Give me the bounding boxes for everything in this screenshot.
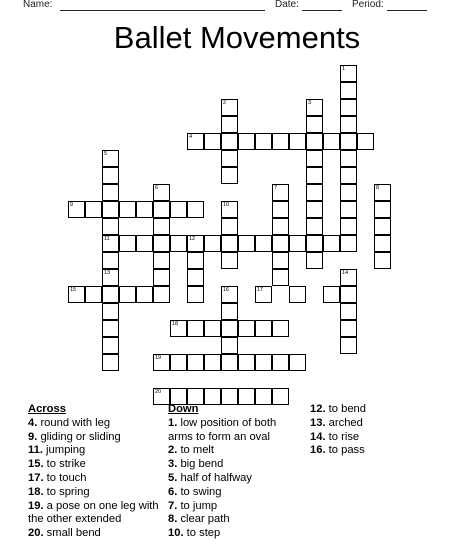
- crossword-cell[interactable]: [170, 201, 187, 218]
- crossword-cell[interactable]: [85, 201, 102, 218]
- crossword-cell[interactable]: [323, 133, 340, 150]
- crossword-cell[interactable]: [221, 354, 238, 371]
- crossword-cell[interactable]: [306, 201, 323, 218]
- crossword-cell[interactable]: [255, 235, 272, 252]
- crossword-cell[interactable]: [187, 320, 204, 337]
- crossword-cell[interactable]: [85, 286, 102, 303]
- down-heading: Down: [168, 403, 199, 415]
- clue-number: 11: [104, 236, 110, 242]
- crossword-cell[interactable]: [340, 286, 357, 303]
- crossword-cell[interactable]: [153, 235, 170, 252]
- crossword-cell[interactable]: [187, 201, 204, 218]
- across-clue: 9. gliding or sliding: [28, 430, 121, 443]
- crossword-cell[interactable]: [255, 320, 272, 337]
- crossword-cell[interactable]: [153, 269, 170, 286]
- across-clue: 19. a pose on one leg with the other extended: [28, 499, 159, 526]
- crossword-cell[interactable]: [102, 235, 119, 252]
- crossword-cell[interactable]: [306, 235, 323, 252]
- clue-number: 19: [155, 355, 162, 361]
- crossword-cell[interactable]: [306, 218, 323, 235]
- crossword-cell[interactable]: [272, 133, 289, 150]
- crossword-cell[interactable]: [68, 201, 85, 218]
- crossword-cell[interactable]: [374, 201, 391, 218]
- clue-number: 17: [257, 287, 264, 293]
- crossword-cell[interactable]: [102, 150, 119, 167]
- crossword-cell[interactable]: [68, 286, 85, 303]
- crossword-cell[interactable]: [272, 252, 289, 269]
- crossword-cell[interactable]: [153, 354, 170, 371]
- across-clue: 20. small bend: [28, 527, 101, 540]
- crossword-cell[interactable]: [238, 320, 255, 337]
- crossword-cell[interactable]: [340, 320, 357, 337]
- crossword-cell[interactable]: [204, 320, 221, 337]
- crossword-cell[interactable]: [306, 99, 323, 116]
- crossword-cell[interactable]: [238, 235, 255, 252]
- crossword-cell[interactable]: [306, 184, 323, 201]
- down-clues: [168, 403, 298, 541]
- clue-number: 9: [70, 202, 74, 208]
- crossword-cell[interactable]: [136, 235, 153, 252]
- crossword-cell[interactable]: [153, 286, 170, 303]
- crossword-cell[interactable]: [187, 269, 204, 286]
- across-heading: Across: [28, 403, 66, 415]
- clue-number: 20: [155, 389, 162, 395]
- clue-number: 2: [223, 100, 227, 106]
- crossword-cell[interactable]: [102, 320, 119, 337]
- crossword-cell[interactable]: [255, 286, 272, 303]
- crossword-cell[interactable]: [136, 201, 153, 218]
- across-clue: 4. round with leg: [28, 416, 111, 429]
- down-clue: 14. to rise: [310, 430, 360, 443]
- crossword-cell[interactable]: [119, 235, 136, 252]
- crossword-cell[interactable]: [340, 337, 357, 354]
- crossword-cell[interactable]: [221, 286, 238, 303]
- crossword-cell[interactable]: [340, 116, 357, 133]
- crossword-cell[interactable]: [340, 82, 357, 99]
- down-clue: 7. to jump: [168, 499, 218, 512]
- crossword-cell[interactable]: [187, 354, 204, 371]
- crossword-cell[interactable]: [272, 201, 289, 218]
- crossword-cell[interactable]: [340, 99, 357, 116]
- clue-number: 4: [189, 134, 193, 140]
- crossword-cell[interactable]: [340, 201, 357, 218]
- crossword-cell[interactable]: [102, 269, 119, 286]
- crossword-cell[interactable]: [289, 286, 306, 303]
- crossword-cell[interactable]: [255, 354, 272, 371]
- crossword-cell[interactable]: [221, 303, 238, 320]
- period-label: Period:: [352, 0, 384, 10]
- crossword-cell[interactable]: [102, 337, 119, 354]
- clue-number: 3: [308, 100, 312, 106]
- date-label: Date:: [275, 0, 299, 10]
- down-clue: 16. to pass: [310, 444, 365, 457]
- crossword-cell[interactable]: [340, 218, 357, 235]
- crossword-cell[interactable]: [272, 269, 289, 286]
- crossword-cell[interactable]: [272, 235, 289, 252]
- crossword-cell[interactable]: [289, 354, 306, 371]
- crossword-cell[interactable]: [119, 201, 136, 218]
- page-title: Ballet Movements: [113, 20, 361, 55]
- crossword-cell[interactable]: [221, 167, 238, 184]
- crossword-cell[interactable]: [340, 303, 357, 320]
- crossword-cell[interactable]: [136, 286, 153, 303]
- crossword-cell[interactable]: [102, 201, 119, 218]
- crossword-cell[interactable]: [374, 184, 391, 201]
- crossword-cell[interactable]: [187, 235, 204, 252]
- clue-number: 1: [342, 66, 346, 72]
- crossword-cell[interactable]: [323, 235, 340, 252]
- crossword-cell[interactable]: [357, 133, 374, 150]
- crossword-cell[interactable]: [238, 354, 255, 371]
- down-clue: 1. low position of both arms to form an oval: [168, 416, 277, 443]
- clue-number: 15: [70, 287, 77, 293]
- crossword-cell[interactable]: [102, 354, 119, 371]
- clue-number: 13: [104, 270, 111, 276]
- crossword-cell[interactable]: [102, 252, 119, 269]
- clue-number: 14: [342, 270, 349, 276]
- crossword-cell[interactable]: [153, 184, 170, 201]
- crossword-cell[interactable]: [289, 235, 306, 252]
- across-clue: 11. jumping: [28, 444, 86, 457]
- crossword-cell[interactable]: [221, 218, 238, 235]
- crossword-cell[interactable]: [102, 218, 119, 235]
- crossword-cell[interactable]: [170, 354, 187, 371]
- crossword-cell[interactable]: [102, 286, 119, 303]
- crossword-cell[interactable]: [340, 65, 357, 82]
- crossword-cell[interactable]: [102, 303, 119, 320]
- clue-number: 5: [104, 151, 108, 157]
- down-clue: 5. half of halfway: [168, 471, 252, 484]
- clue-number: 10: [223, 202, 230, 208]
- across-clues: [28, 403, 168, 541]
- crossword-cell[interactable]: [102, 184, 119, 201]
- crossword-cell[interactable]: [374, 252, 391, 269]
- crossword-cell[interactable]: [221, 337, 238, 354]
- crossword-cell[interactable]: [374, 218, 391, 235]
- down-clue: 2. to melt: [168, 444, 215, 457]
- crossword-cell[interactable]: [272, 218, 289, 235]
- across-clue: 15. to strike: [28, 458, 86, 471]
- crossword-cell[interactable]: [221, 99, 238, 116]
- crossword-cell[interactable]: [170, 235, 187, 252]
- crossword-cell[interactable]: [272, 320, 289, 337]
- crossword-cell[interactable]: [153, 218, 170, 235]
- crossword-cell[interactable]: [119, 286, 136, 303]
- crossword-cell[interactable]: [187, 133, 204, 150]
- crossword-cell[interactable]: [221, 252, 238, 269]
- crossword-cell[interactable]: [187, 286, 204, 303]
- crossword-cell[interactable]: [340, 150, 357, 167]
- down-clue: 13. arched: [310, 416, 363, 429]
- down-clue: 8. clear path: [168, 513, 230, 526]
- crossword-cell[interactable]: [204, 354, 221, 371]
- across-clue: 17. to touch: [28, 471, 87, 484]
- across-clue: 18. to spring: [28, 485, 90, 498]
- clue-number: 7: [274, 185, 278, 191]
- crossword-cell[interactable]: [306, 133, 323, 150]
- crossword-cell[interactable]: [289, 133, 306, 150]
- crossword-cell[interactable]: [204, 133, 221, 150]
- crossword-cell[interactable]: [255, 133, 272, 150]
- name-label: Name:: [23, 0, 53, 10]
- clue-number: 18: [172, 321, 179, 327]
- crossword-cell[interactable]: [340, 167, 357, 184]
- crossword-cell[interactable]: [340, 184, 357, 201]
- crossword-cell[interactable]: [272, 184, 289, 201]
- crossword-cell[interactable]: [272, 354, 289, 371]
- clue-number: 8: [376, 185, 380, 191]
- crossword-cell[interactable]: [340, 269, 357, 286]
- crossword-cell[interactable]: [221, 201, 238, 218]
- clue-number: 16: [223, 287, 230, 293]
- down-clue: 3. big bend: [168, 458, 224, 471]
- crossword-cell[interactable]: [187, 252, 204, 269]
- crossword-cell[interactable]: [153, 252, 170, 269]
- down-clues-continued: [310, 403, 430, 458]
- clue-number: 12: [189, 236, 196, 242]
- down-clue: 10. to step: [168, 527, 221, 540]
- crossword-cell[interactable]: [204, 235, 221, 252]
- crossword-cell[interactable]: [170, 320, 187, 337]
- clue-number: 6: [155, 185, 159, 191]
- crossword-cell[interactable]: [238, 133, 255, 150]
- crossword-cell[interactable]: [221, 320, 238, 337]
- crossword-cell[interactable]: [306, 252, 323, 269]
- crossword-cell[interactable]: [323, 286, 340, 303]
- crossword-cell[interactable]: [221, 150, 238, 167]
- crossword-cell[interactable]: [153, 201, 170, 218]
- crossword-cell[interactable]: [306, 116, 323, 133]
- down-clue: 12. to bend: [310, 403, 366, 415]
- crossword-cell[interactable]: [340, 235, 357, 252]
- crossword-cell[interactable]: [221, 235, 238, 252]
- crossword-cell[interactable]: [340, 133, 357, 150]
- crossword-cell[interactable]: [306, 167, 323, 184]
- crossword-cell[interactable]: [102, 167, 119, 184]
- crossword-cell[interactable]: [374, 235, 391, 252]
- crossword-cell[interactable]: [221, 116, 238, 133]
- crossword-cell[interactable]: [221, 133, 238, 150]
- crossword-cell[interactable]: [306, 150, 323, 167]
- down-clue: 6. to swing: [168, 485, 222, 498]
